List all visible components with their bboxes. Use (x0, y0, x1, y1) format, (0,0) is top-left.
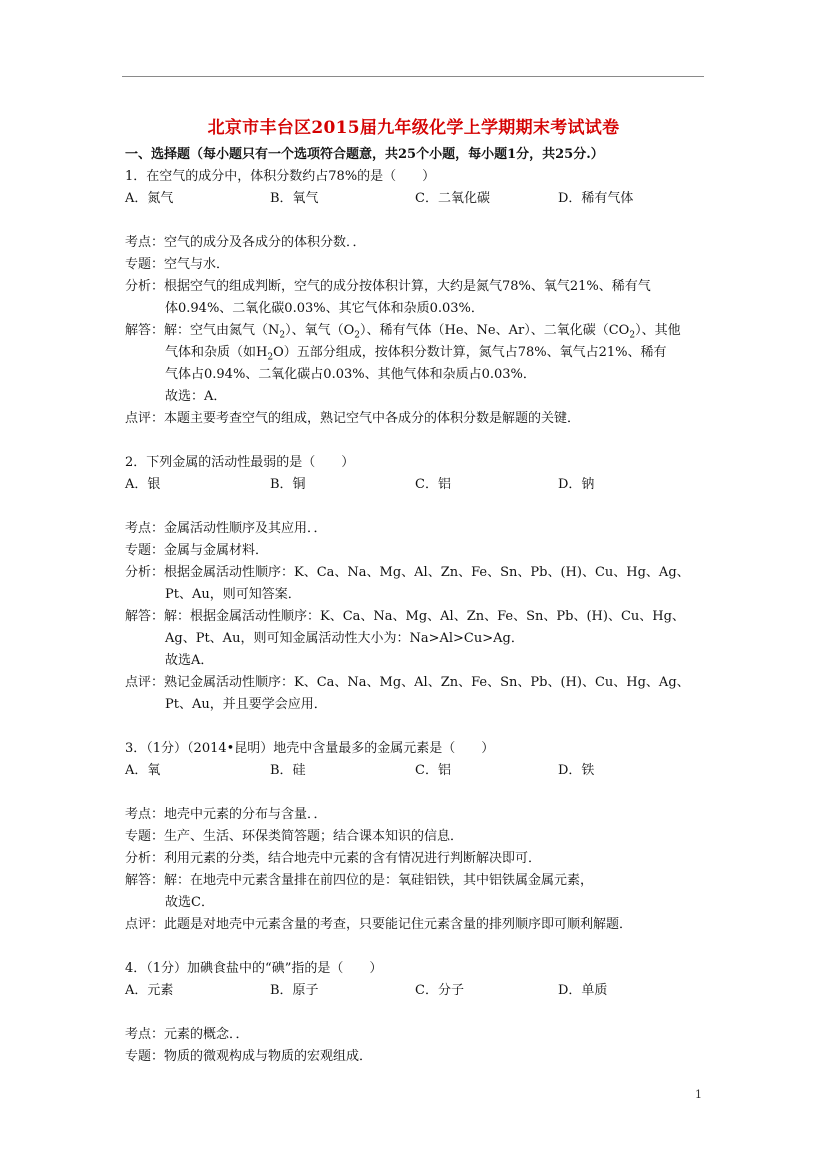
question-stem: 2．下列金属的活动性最弱的是（ ） (125, 455, 355, 470)
option-d: D．钠 (558, 477, 595, 492)
option-d: D．单质 (558, 983, 608, 998)
jieda: 解答：解：根据金属活动性顺序：K、Ca、Na、Mg、Al、Zn、Fe、Sn、Pb、(H)、Cu、Hg、 (125, 609, 685, 624)
fenxi: 分析：根据金属活动性顺序：K、Ca、Na、Mg、Al、Zn、Fe、Sn、Pb、(H)、Cu、Hg、Ag、 (125, 565, 690, 580)
option-d: D．稀有气体 (558, 191, 634, 206)
kaodian: 考点：元素的概念．． (125, 1027, 249, 1042)
option-c: C．二氧化碳 (415, 191, 490, 206)
option-b: B．氧气 (270, 191, 319, 206)
question-3 (125, 738, 715, 936)
jieda: 解答：解：在地壳中元素含量排在前四位的是：氧硅铝铁，其中铝铁属金属元素， (125, 873, 594, 888)
option-d: D．铁 (558, 763, 595, 778)
option-b: B．硅 (270, 763, 306, 778)
jieda-answer: 故选A． (165, 653, 214, 668)
options-row (125, 474, 715, 496)
options-row (125, 188, 715, 210)
option-a: A．氮气 (125, 191, 174, 206)
option-a: A．银 (125, 477, 161, 492)
zhuanti: 专题：空气与水． (125, 257, 230, 272)
kaodian: 考点：空气的成分及各成分的体积分数．． (125, 235, 366, 250)
option-b: B．原子 (270, 983, 319, 998)
dianping: 点评：熟记金属活动性顺序：K、Ca、Na、Mg、Al、Zn、Fe、Sn、Pb、(H)、Cu、Hg、Ag、 (125, 675, 690, 690)
question-1 (125, 166, 715, 430)
option-c: C．铝 (415, 763, 451, 778)
fenxi-cont: Pt、Au，则可知答案． (165, 587, 301, 602)
header-rule (122, 76, 704, 77)
fenxi-cont: 体0.94%、二氧化碳0.03%、其它气体和杂质0.03%． (165, 301, 484, 316)
option-a: A．元素 (125, 983, 174, 998)
fenxi: 分析：根据空气的组成判断，空气的成分按体积计算，大约是氮气78%、氧气21%、稀有气 (125, 279, 651, 294)
document-body (125, 144, 715, 1068)
jieda-answer: 故选：A． (165, 389, 227, 404)
option-c: C．分子 (415, 983, 464, 998)
section-heading: 一、选择题（每小题只有一个选项符合题意，共25个小题，每小题1分，共25分.） (125, 147, 604, 162)
jieda: 解答：解：空气由氮气$(N_2)$、氧气$(O_2)$、稀有气体（He、Ne、Ar）、二氧化碳$(CO_2)$、其他 (125, 323, 681, 341)
option-a: A．氧 (125, 763, 161, 778)
jieda-cont: Ag、Pt、Au，则可知金属活动性大小为：Na>Al>Cu>Ag． (165, 631, 524, 646)
zhuanti: 专题：金属与金属材料． (125, 543, 269, 558)
options-row (125, 980, 715, 1002)
zhuanti: 专题：物质的微观构成与物质的宏观组成． (125, 1049, 373, 1064)
question-2 (125, 452, 715, 716)
jieda-cont: 气体和杂质（如$H_2O$）五部分组成，按体积分数计算，氮气占78%、氧气占21%、稀有 (165, 345, 667, 363)
dianping-cont: Pt、Au，并且要学会应用． (165, 697, 327, 712)
kaodian: 考点：地壳中元素的分布与含量．． (125, 807, 327, 822)
option-c: C．铝 (415, 477, 451, 492)
page-number: 1 (695, 1088, 702, 1101)
kaodian: 考点：金属活动性顺序及其应用．． (125, 521, 327, 536)
page-title: 北京市丰台区2015届九年级化学上学期期末考试试卷 (207, 118, 620, 138)
question-stem: 4．（1分）加碘食盐中的“碘”指的是（ ） (125, 961, 383, 976)
options-row (125, 760, 715, 782)
dianping: 点评：此题是对地壳中元素含量的考查，只要能记住元素含量的排列顺序即可顺利解题． (125, 917, 633, 932)
zhuanti: 专题：生产、生活、环保类简答题；结合课本知识的信息． (125, 829, 464, 844)
option-b: B．铜 (270, 477, 306, 492)
dianping: 点评：本题主要考查空气的组成，熟记空气中各成分的体积分数是解题的关键． (125, 411, 581, 426)
question-stem: 1．在空气的成分中，体积分数约占78%的是（ ） (125, 169, 436, 184)
question-stem: 3．（1分）（2014•昆明）地壳中含量最多的金属元素是（ ） (125, 741, 495, 756)
question-4 (125, 958, 715, 1068)
jieda-cont: 气体占0.94%、二氧化碳占0.03%、其他气体和杂质占0.03%． (165, 367, 536, 382)
jieda-answer: 故选C． (165, 895, 214, 910)
fenxi: 分析：利用元素的分类，结合地壳中元素的含有情况进行判断解决即可． (125, 851, 542, 866)
